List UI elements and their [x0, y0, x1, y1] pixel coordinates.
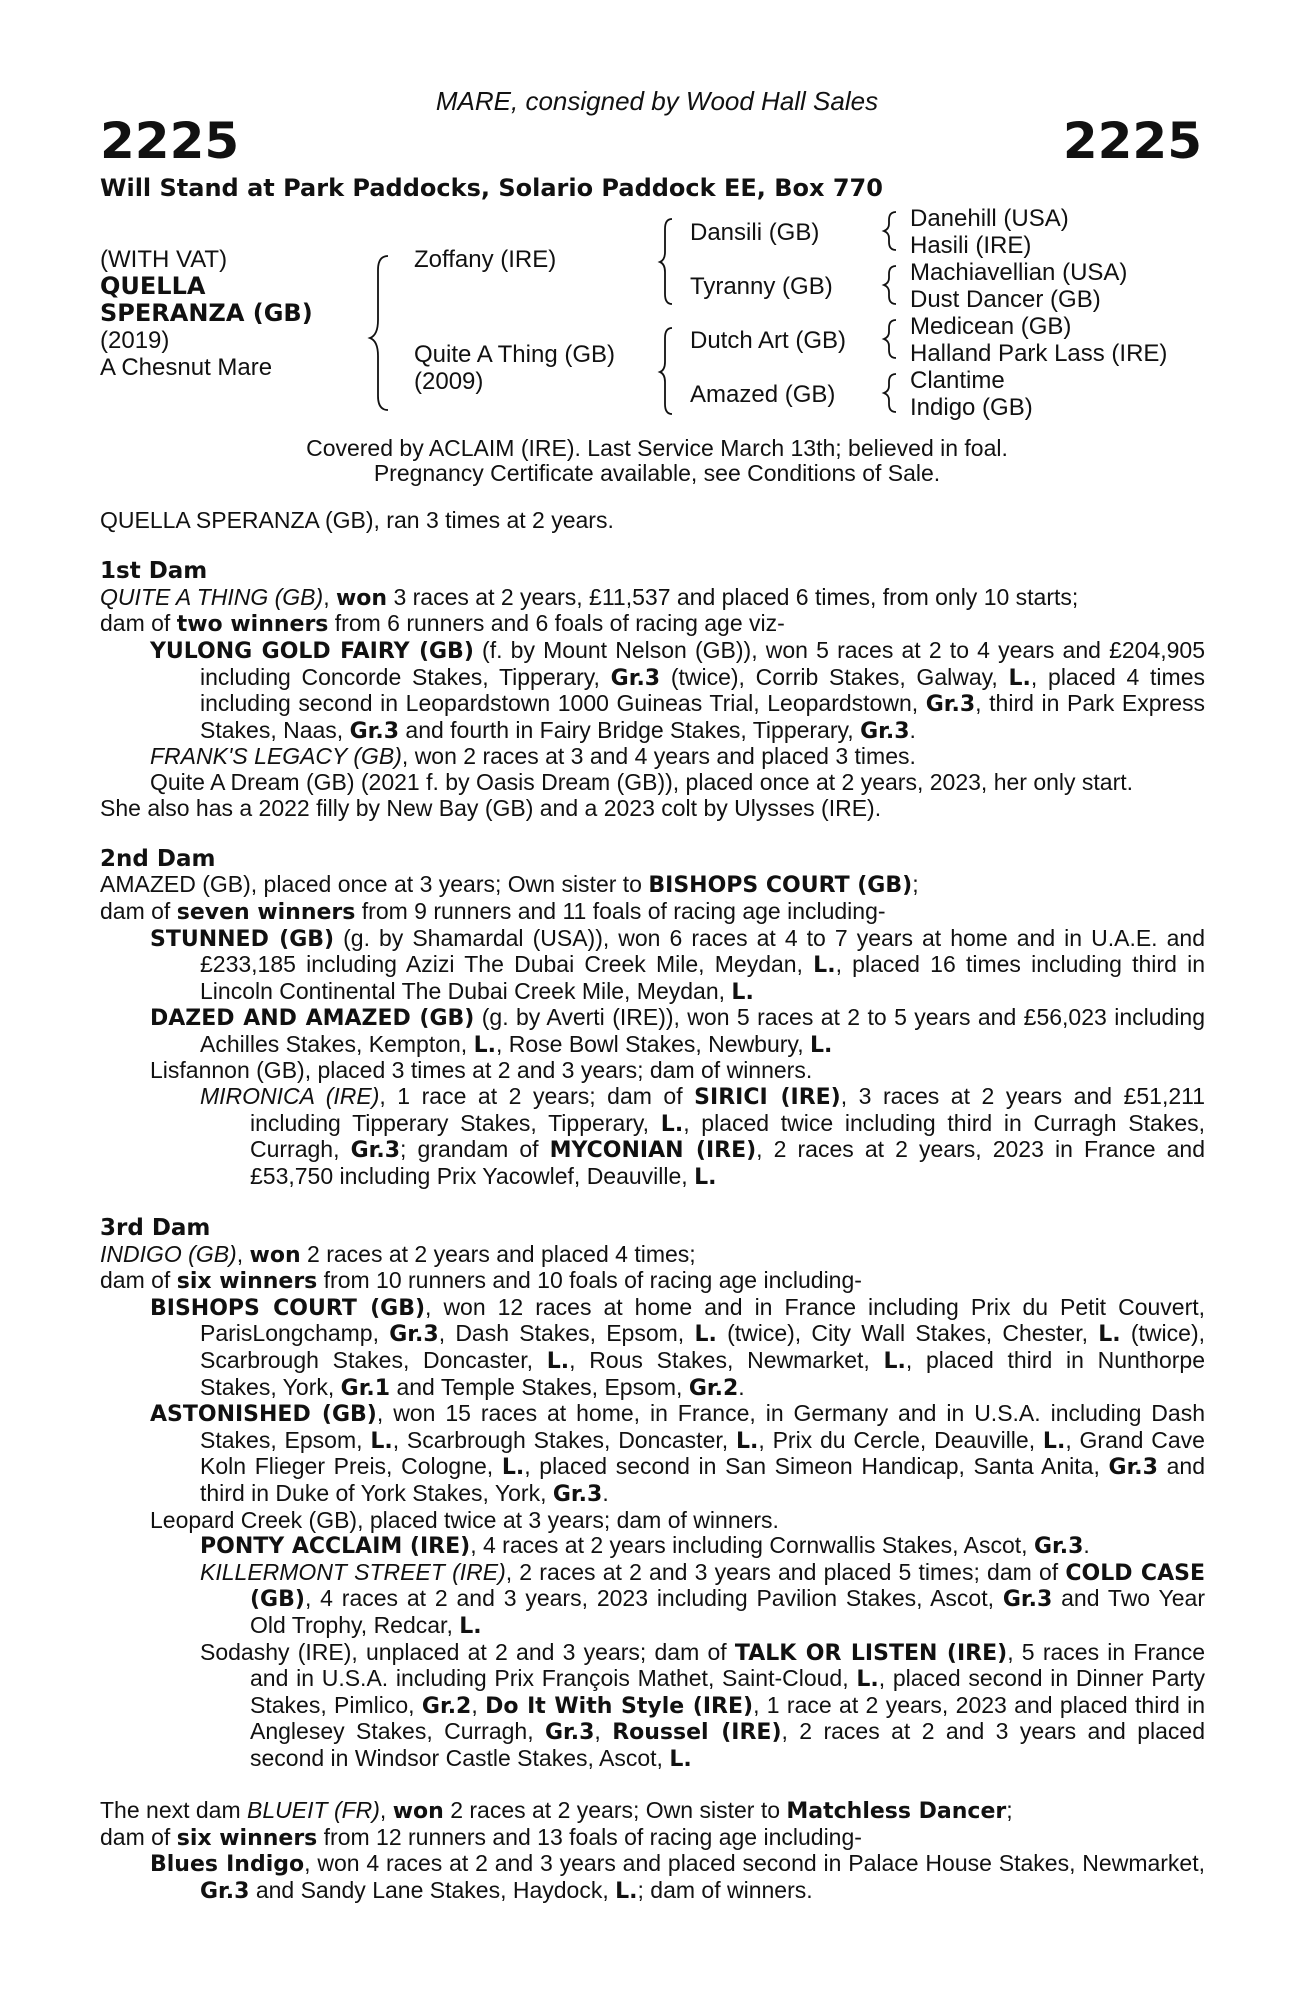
brace-gen4-1: [884, 212, 896, 250]
progeny-leopard-creek: Leopard Creek (GB), placed twice at 3 years; dam of winners.: [150, 1506, 779, 1533]
third-dam-line1: INDIGO (GB), won 2 races at 2 years and placed 4 times;: [100, 1240, 696, 1268]
progeny-killermont-street: KILLERMONT STREET (IRE), 2 races at 2 and 3 years and placed 5 times; dam of COLD CASE (GB), 4 races at 2 and 3 years, 2023 including Pavilion Stakes, Ascot, Gr.3 and Two Year Old Trophy, Redcar, L.: [200, 1558, 1205, 1639]
progeny-mironica: MIRONICA (IRE), 1 race at 2 years; dam of SIRICI (IRE), 3 races at 2 years and £51,211 including Tipperary Stakes, Tipperary, L., placed twice including third in Curragh Stakes, Curragh, Gr.3; grandam of MYCONIAN (IRE), 2 races at 2 years, 2023 in France and £53,750 including Prix Yacowlef, Deauville, L.: [200, 1083, 1206, 1190]
vat-note: (WITH VAT): [100, 246, 228, 273]
first-dam-heading: 1st Dam: [100, 558, 208, 585]
progeny-yulong-gold-fairy: YULONG GOLD FAIRY (GB) (f. by Mount Nelson (GB)), won 5 races at 2 to 4 years and £204,905 including Concorde Stakes, Tipperary, Gr.3 (twice), Corrib Stakes, Galway, L., placed 4 times including second in Leopardstown 1000 Guineas Trial, Leopardstown, Gr.3, third in Park Express Stakes, Naas, Gr.3 and fourth in Fairy Bridge Stakes, Tipperary, Gr.3.: [150, 636, 1206, 744]
brace-gen3-top: [660, 219, 672, 304]
horse-name-line2: SPERANZA (GB): [100, 299, 313, 327]
covered-line2: Pregnancy Certificate available, see Conditions of Sale.: [373, 460, 941, 486]
pedigree-braces: [0, 0, 1314, 440]
gen4-6: Halland Park Lass (IRE): [910, 340, 1168, 367]
second-dam-heading: 2nd Dam: [100, 845, 216, 872]
first-dam-line2: dam of two winners from 6 runners and 6 foals of racing age viz-: [100, 610, 785, 638]
progeny-bishops-court: BISHOPS COURT (GB), won 12 races at home and in France including Prix du Petit Couvert, ParisLongchamp, Gr.3, Dash Stakes, Epsom, L. (twice), City Wall Stakes, Chester, L. (twice), Scarbrough Stakes, Doncaster, L., Rous Stakes, Newmarket, L., placed third in Nunthorpe Stakes, York, Gr.1 and Temple Stakes, Epsom, Gr.2.: [150, 1293, 1206, 1401]
dam-year: (2009): [414, 368, 484, 395]
brace-gen4-4: [884, 374, 896, 412]
gen4-3: Machiavellian (USA): [910, 259, 1128, 286]
sire-name: Zoffany (IRE): [414, 246, 557, 273]
progeny-lisfannon: Lisfannon (GB), placed 3 times at 2 and 3 years; dam of winners.: [150, 1057, 813, 1084]
gen3-2: Tyranny (GB): [690, 273, 833, 300]
horse-year: (2019): [100, 327, 170, 354]
consignment-subtitle: MARE, consigned by Wood Hall Sales: [435, 86, 879, 116]
third-dam-heading: 3rd Dam: [100, 1215, 211, 1242]
progeny-blues-indigo: Blues Indigo, won 4 races at 2 and 3 years and placed second in Palace House Stakes, Newmarket, Gr.3 and Sandy Lane Stakes, Haydock, L.; dam of winners.: [150, 1850, 1205, 1904]
first-dam-footnote: She also has a 2022 filly by New Bay (GB) and a 2023 colt by Ulysses (IRE).: [100, 794, 882, 821]
dam-name: Quite A Thing (GB): [414, 341, 615, 368]
gen4-7: Clantime: [910, 367, 1005, 394]
lot-number-left: 2225: [100, 112, 240, 170]
gen3-3: Dutch Art (GB): [690, 327, 847, 354]
progeny-dazed-and-amazed: DAZED AND AMAZED (GB) (g. by Averti (IRE)), won 5 races at 2 to 5 years and £56,023 including Achilles Stakes, Kempton, L., Rose Bowl Stakes, Newbury, L.: [150, 1004, 1205, 1058]
next-dam-line2: dam of six winners from 12 runners and 13 foals of racing age including-: [100, 1823, 862, 1851]
third-dam-line2: dam of six winners from 10 runners and 10 foals of racing age including-: [100, 1267, 862, 1295]
gen4-2: Hasili (IRE): [910, 232, 1032, 259]
progeny-sodashy: Sodashy (IRE), unplaced at 2 and 3 years; dam of TALK OR LISTEN (IRE), 5 races in France and in U.S.A. including Prix François Mathet, Saint-Cloud, L., placed second in Dinner Party Stakes, Pimlico, Gr.2, Do It With Style (IRE), 1 race at 2 years, 2023 and placed third in Anglesey Stakes, Curragh, Gr.3, Roussel (IRE), 2 races at 2 and 3 years and placed second in Windsor Castle Stakes, Ascot, L.: [200, 1638, 1206, 1772]
progeny-quite-a-dream: Quite A Dream (GB) (2021 f. by Oasis Dream (GB)), placed once at 2 years, 2023, her only start.: [150, 768, 1134, 795]
stand-location: Will Stand at Park Paddocks, Solario Paddock EE, Box 770: [100, 174, 883, 202]
gen3-1: Dansili (GB): [690, 219, 820, 246]
first-dam-line1: QUITE A THING (GB), won 3 races at 2 years, £11,537 and placed 6 times, from only 10 starts;: [100, 583, 1079, 611]
covered-line1: Covered by ACLAIM (IRE). Last Service March 13th; believed in foal.: [306, 435, 1008, 461]
gen4-4: Dust Dancer (GB): [910, 286, 1101, 313]
progeny-ponty-acclaim: PONTY ACCLAIM (IRE), 4 races at 2 years including Cornwallis Stakes, Ascot, Gr.3.: [200, 1532, 1090, 1560]
brace-gen4-3: [884, 320, 896, 358]
horse-description: A Chesnut Mare: [100, 354, 273, 381]
gen4-1: Danehill (USA): [910, 205, 1069, 232]
horse-name-line1: QUELLA: [100, 272, 206, 300]
progeny-stunned: STUNNED (GB) (g. by Shamardal (USA)), won 6 races at 4 to 7 years at home and in U.A.E. and £233,185 including Azizi The Dubai Creek Mile, Meydan, L., placed 16 times including third in Lincoln Continental The Dubai Creek Mile, Meydan, L.: [150, 924, 1205, 1005]
progeny-astonished: ASTONISHED (GB), won 15 races at home, in France, in Germany and in U.S.A. including Dash Stakes, Epsom, L., Scarbrough Stakes, Doncaster, L., Prix du Cercle, Deauville, L., Grand Cave Koln Flieger Preis, Cologne, L., placed second in San Simeon Handicap, Santa Anita, Gr.3 and third in Duke of York Stakes, York, Gr.3.: [150, 1400, 1206, 1507]
catalogue-body: [100, 508, 1205, 1904]
brace-gen3-bottom: [660, 328, 672, 414]
brace-gen4-2: [884, 266, 896, 304]
intro-line: QUELLA SPERANZA (GB), ran 3 times at 2 years.: [100, 507, 614, 533]
lot-number-right: 2225: [1062, 112, 1202, 170]
second-dam-line1: AMAZED (GB), placed once at 3 years; Own sister to BISHOPS COURT (GB);: [100, 871, 919, 899]
gen3-4: Amazed (GB): [690, 381, 836, 408]
second-dam-line2: dam of seven winners from 9 runners and 11 foals of racing age including-: [100, 897, 886, 925]
progeny-franks-legacy: FRANK'S LEGACY (GB), won 2 races at 3 and 4 years and placed 3 times.: [150, 743, 916, 770]
gen4-5: Medicean (GB): [910, 313, 1072, 340]
brace-gen2: [370, 256, 388, 410]
gen4-8: Indigo (GB): [910, 394, 1033, 421]
next-dam-line1: The next dam BLUEIT (FR), won 2 races at 2 years; Own sister to Matchless Dancer;: [100, 1797, 1013, 1825]
